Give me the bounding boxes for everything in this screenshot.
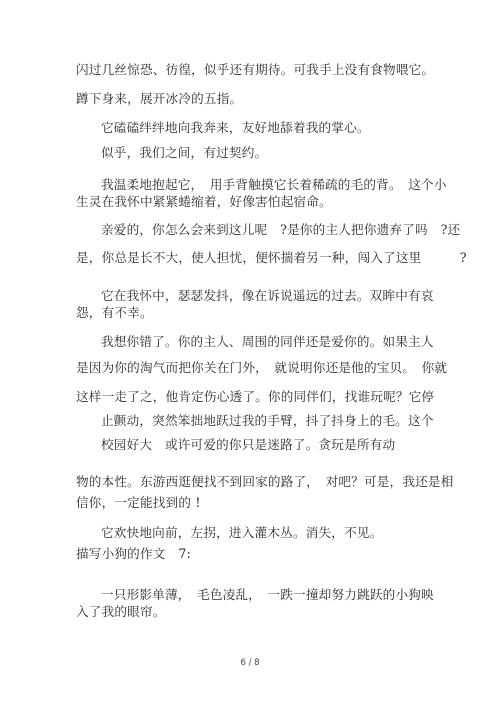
text-line-1: 闪过几丝惊恐、彷徨，似乎还有期待。可我手上没有食物喂它。 — [76, 62, 435, 77]
text-line-18: 它欢快地向前，左拐，进入灌木丛。消失，不见。 — [101, 525, 383, 540]
text-line-4: 似乎，我们之间，有过契约。 — [101, 145, 268, 160]
text-line-12: 是因为你的淘气而把你关在门外， 就说明你还是他的宝贝。 你就 — [76, 360, 448, 375]
text-line-2: 蹲下身来，展开冰冷的五指。 — [76, 91, 243, 106]
text-line-5: 我温柔地抱起它， 用手背触摸它长着稀疏的毛的背。 这个小 — [101, 177, 447, 192]
text-line-19: 描写小狗的作文 7: — [76, 546, 192, 561]
text-line-11: 我想你错了。你的主人、周围的同伴还是爱你的。如果主人 — [101, 334, 434, 349]
text-line-15: 校园好大 或许可爱的你只是迷路了。贪玩是所有动 — [101, 437, 396, 452]
text-line-7: 亲爱的，你怎么会来到这儿呢 ?是你的主人把你遗弃了吗 ?还 — [101, 222, 461, 237]
text-line-14: 止颤动，突然笨拙地跃过我的手臂，抖了抖身上的毛。这个 — [101, 413, 434, 428]
text-line-3: 它磕磕绊绊地向我奔来，友好地舔着我的掌心。 — [101, 120, 370, 135]
text-line-16: 物的本性。东游西逛便找不到回家的路了， 对吧？可是，我还是相 — [76, 474, 454, 489]
text-line-9: 它在我怀中，瑟瑟发抖，像在诉说遥远的过去。双眸中有哀 — [101, 288, 434, 303]
text-line-21: 入了我的眼帘。 — [76, 604, 166, 619]
page-number: 6 / 8 — [240, 658, 260, 668]
text-line-10: 怨，有不幸。 — [76, 305, 153, 320]
text-line-13: 这样一走了之，他肯定伤心透了。你的同伴们，找谁玩呢？它停 — [76, 389, 435, 404]
text-line-8: 是，你总是长不大，使人担忧，便怀揣着另一种，闯入了这里 ? — [76, 250, 467, 265]
text-line-6: 生灵在我怀中紧紧蜷缩着，好像害怕起宿命。 — [76, 194, 332, 209]
text-line-17: 信你，一定能找到的 ! — [76, 495, 201, 510]
text-line-20: 一只形影单薄， 毛色凌乱， 一跌一撞却努力跳跃的小狗映 — [101, 587, 434, 602]
